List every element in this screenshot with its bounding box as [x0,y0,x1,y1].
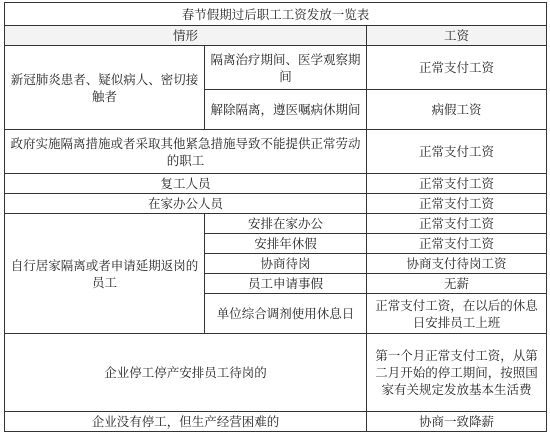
wfh-label: 在家办公人员 [5,194,367,214]
returned-wage: 正常支付工资 [367,174,547,194]
covid-sub-2: 解除隔离，遵医嘱病休期间 [205,90,367,130]
covid-sub-1: 隔离治疗期间、医学观察期间 [205,46,367,90]
wage-table [4,2,547,432]
self-isolate-group-label: 自行居家隔离或者申请延期返岗的员工 [5,214,205,334]
self-isolate-wage-2: 正常支付工资 [367,234,547,254]
self-isolate-wage-1: 正常支付工资 [367,214,547,234]
header-wage: 工资 [367,26,547,46]
self-isolate-sub-5: 单位综合调剂使用休息日 [205,294,367,334]
covid-wage-1: 正常支付工资 [367,46,547,90]
hardship-wage: 协商一致降薪 [367,412,547,432]
self-isolate-sub-1: 安排在家办公 [205,214,367,234]
self-isolate-sub-3: 协商待岗 [205,254,367,274]
hardship-label: 企业没有停工，但生产经营困难的 [5,412,367,432]
self-isolate-wage-5: 正常支付工资，在以后的休息日安排员工上班 [367,294,547,334]
gov-measures-wage: 正常支付工资 [367,130,547,174]
wfh-wage: 正常支付工资 [367,194,547,214]
self-isolate-sub-2: 安排年休假 [205,234,367,254]
header-situation: 情形 [5,26,367,46]
shutdown-wage: 第一个月正常支付工资，从第二月开始的停工期间，按照国家有关规定发放基本生活费 [367,334,547,412]
shutdown-label: 企业停工停产安排员工待岗的 [5,334,367,412]
returned-label: 复工人员 [5,174,367,194]
table-title: 春节假期过后职工工资发放一览表 [5,3,547,26]
gov-measures-label: 政府实施隔离措施或者采取其他紧急措施导致不能提供正常劳动的职工 [5,130,367,174]
covid-wage-2: 病假工资 [367,90,547,130]
self-isolate-wage-3: 协商支付待岗工资 [367,254,547,274]
self-isolate-sub-4: 员工申请事假 [205,274,367,294]
self-isolate-wage-4: 无薪 [367,274,547,294]
covid-group-label: 新冠肺炎患者、疑似病人、密切接触者 [5,46,205,130]
